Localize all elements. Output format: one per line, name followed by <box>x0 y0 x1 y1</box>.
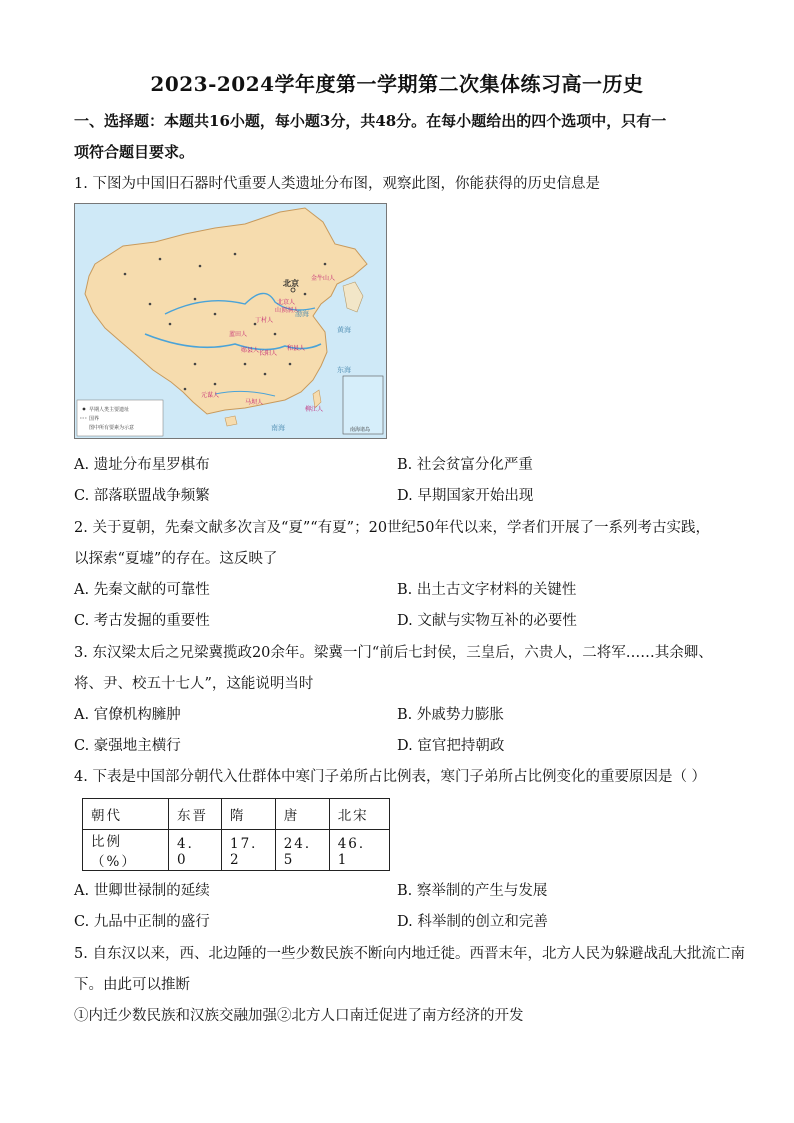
q3-option-a[interactable]: A. 官僚机构臃肿 <box>74 707 181 723</box>
ratio-table <box>82 798 390 871</box>
sea-label-huanghai: 黄海 <box>337 326 351 334</box>
site-label-8: 长阳人 <box>259 350 278 357</box>
table-cell: 46．1 <box>329 830 389 871</box>
site-label-9: 元谋人 <box>201 392 220 399</box>
hainan-island <box>225 416 237 426</box>
question-2-text-line-2: 以探索“夏墟”的存在。这反映了 <box>74 551 278 567</box>
site-label-4: 丁村人 <box>255 317 274 324</box>
q4-option-b[interactable]: B. 察举制的产生与发展 <box>397 883 548 899</box>
question-5-text-line-1: 5. 自东汉以来，西、北边陲的一些少数民族不断向内地迁徙。西晋末年，北方人民为躲避战乱大批流亡南 <box>74 946 745 962</box>
q1-option-d[interactable]: D. 早期国家开始出现 <box>397 488 534 504</box>
korean-peninsula <box>343 282 363 312</box>
q2-option-b[interactable]: B. 出土古文字材料的关键性 <box>397 582 577 598</box>
table-header-cell: 东晋 <box>169 799 222 830</box>
site-label-10: 马坝人 <box>245 399 264 406</box>
q3-option-b[interactable]: B. 外戚势力膨胀 <box>397 707 504 723</box>
table-cell: 比例（%） <box>83 830 169 871</box>
table-header-cell: 隋 <box>222 799 276 830</box>
table-header-row <box>83 799 390 830</box>
q3-option-d[interactable]: D. 宦官把持朝政 <box>397 738 505 754</box>
table-header-cell: 朝代 <box>83 799 169 830</box>
q3-option-c[interactable]: C. 豪强地主横行 <box>74 738 181 754</box>
city-label-beijing: 北京 <box>283 279 299 288</box>
south-sea-inset <box>343 376 383 434</box>
sea-label-donghai: 东海 <box>337 366 351 374</box>
sea-label-nanhai: 南海 <box>271 424 285 432</box>
q2-option-d[interactable]: D. 文献与实物互补的必要性 <box>397 613 577 629</box>
section-heading <box>74 106 724 168</box>
q1-option-b[interactable]: B. 社会贫富分化严重 <box>397 457 533 473</box>
site-label-3: 山顶洞人 <box>275 307 300 314</box>
china-paleolithic-sites-map <box>74 203 387 439</box>
table-cell: 4．0 <box>169 830 222 871</box>
site-label-11: 柳江人 <box>305 406 324 413</box>
q1-option-a[interactable]: A. 遗址分布星罗棋布 <box>74 457 210 473</box>
q4-option-a[interactable]: A. 世卿世禄制的延续 <box>74 883 210 899</box>
legend-item-sites: 早期人类主要遗址 <box>89 407 130 413</box>
q2-option-c[interactable]: C. 考古发掘的重要性 <box>74 613 210 629</box>
question-5-text-line-3: ①内迁少数民族和汉族交融加强②北方人口南迁促进了南方经济的开发 <box>74 1008 524 1024</box>
q1-option-c[interactable]: C. 部落联盟战争频繁 <box>74 488 210 504</box>
table-header-cell: 唐 <box>275 799 329 830</box>
site-label-5: 蓝田人 <box>229 331 248 338</box>
map-graphic <box>75 204 386 438</box>
q2-option-a[interactable]: A. 先秦文献的可靠性 <box>74 582 210 598</box>
china-landmass <box>85 208 367 414</box>
question-5-text-line-2: 下。由此可以推断 <box>74 977 190 993</box>
inset-label: 南海诸岛 <box>350 427 371 433</box>
site-label-2: 北京人 <box>277 299 296 306</box>
legend-item-border: 国界 <box>89 416 100 422</box>
site-label-1: 金牛山人 <box>311 275 336 282</box>
table-cell: 17．2 <box>222 830 276 871</box>
table-header-cell: 北宋 <box>329 799 389 830</box>
sea-label-bohai: 渤海 <box>295 310 309 318</box>
page-title: 2023-2024学年度第一学期第二次集体练习高一历史 <box>150 72 644 96</box>
table-cell: 24．5 <box>275 830 329 871</box>
question-1-text: 1. 下图为中国旧石器时代重要人类遗址分布图，观察此图，你能获得的历史信息是 <box>74 176 600 192</box>
q4-option-d[interactable]: D. 科举制的创立和完善 <box>397 914 548 930</box>
q4-option-c[interactable]: C. 九品中正制的盛行 <box>74 914 210 930</box>
section-heading-line-2: 项符合题目要求。 <box>74 143 195 161</box>
site-label-7: 郧县人 <box>241 347 260 354</box>
legend-note: 图中所有要素为示意 <box>89 425 135 431</box>
question-4-text: 4. 下表是中国部分朝代入仕群体中寒门子弟所占比例表，寒门子弟所占比例变化的重要原因是（ ） <box>74 769 707 785</box>
table-row <box>83 830 390 871</box>
question-3-text-line-1: 3. 东汉梁太后之兄梁冀揽政20余年。梁冀一门“前后七封侯，三皇后，六贵人，二将军……其余卿、 <box>74 645 713 661</box>
section-heading-line-1: 一、选择题：本题共16小题，每小题3分，共48分。在每小题给出的四个选项中，只有一 <box>74 112 667 130</box>
question-3-text-line-2: 将、尹、校五十七人”，这能说明当时 <box>74 676 314 692</box>
site-label-6: 和县人 <box>287 345 306 352</box>
question-2-text-line-1: 2. 关于夏朝，先秦文献多次言及“夏”“有夏”；20世纪50年代以来，学者们开展了一系列考古实践， <box>74 520 710 536</box>
